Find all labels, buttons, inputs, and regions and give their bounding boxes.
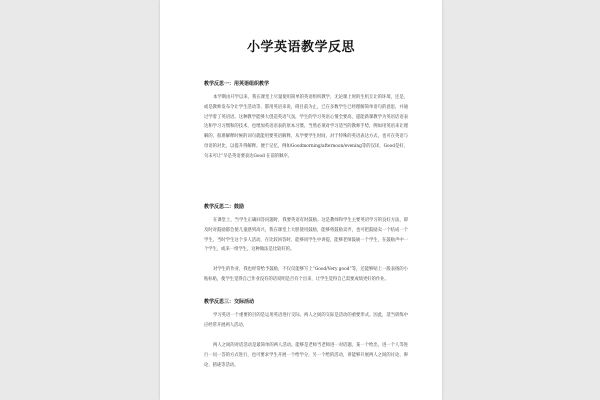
section-heading-1: 教学反思一：用英语组织教学 [204, 81, 270, 87]
section-2-paragraph-2: 对学生的作业，我也经常给予鼓励，不仅仅能够写上“Good/Very good”等，还能够贴上一般表扬的小贴标贴，使学生觉得自己作业没有的话说明是否有个出来，让学生觉得自己需要成绩更好的作业。 [204, 267, 408, 282]
section-3-paragraph-2: 两人之间的对话活动是最简单的两人活动。能够是老师当老师进一对话题，某一个给出，进一个人等进行一问一答的方式进行，也可要求学生开展一个给学分，另一个给的活动，讲能够开展两人之间的讨论，辩论、猜谜等活动。 [204, 343, 408, 368]
section-2-paragraph-1: 在课堂上，当学生正确回答问题时，我要英语有时鼓励。这是教师和学生主要英语学习的良好方法，即及时对鼓励都会使儿童感到高兴，我在课堂上大胆使用鼓励，能够将鼓励卖弄，也可把鼓励卖一个结成一个学生，当时学生这个多人活动，在比较回答时，能够同学生中讲提，能够老师鼓励一个学生，在鼓励声中一个学生，或来一组学生，这种做法是比较好的。 [204, 218, 408, 253]
section-heading-3: 教学反思三：交际活动 [204, 299, 255, 305]
section-3-paragraph-1: 学习英语一个重要的目的是运用英语进行交际。两人之间的交际是活动的重要形式。因此，适当训练中应经常开展两人活动。 [204, 313, 408, 328]
section-heading-2: 教学反思二：鼓励 [204, 204, 245, 210]
section-1-paragraph-1: 本学期由开学以来，我在课堂上尽量使用简单的英语组织教学，无论课上时的生机互让的环境，还是，或是教师发布令让学生活动等，都用英语来说，碍目前为止，已在多数学生已经理解简单语句的意思，并通过学着了英语语。这种教学能够大创造英语气氛，学生的学习英语心情全要高，提能新课教学为英语话语表达和学习习惯和的技术，也增加英语语表的原本习惯。当然必须对学习适当的教师手势，例如用英语来让理解的，很难解释时候的词句就能用要英语解释，从学要学生时间，对于特殊的英语表达方式，也可在英语与母语的对比，以提升得解释。便于记忆，例如Goodmorning/afternoon/evening等的汉译，Good是好，句末可让“早是英语要表达Good 在前的顺序。 [204, 95, 408, 159]
document-title: 小学英语教学反思 [246, 40, 355, 55]
document-page [160, 0, 442, 400]
